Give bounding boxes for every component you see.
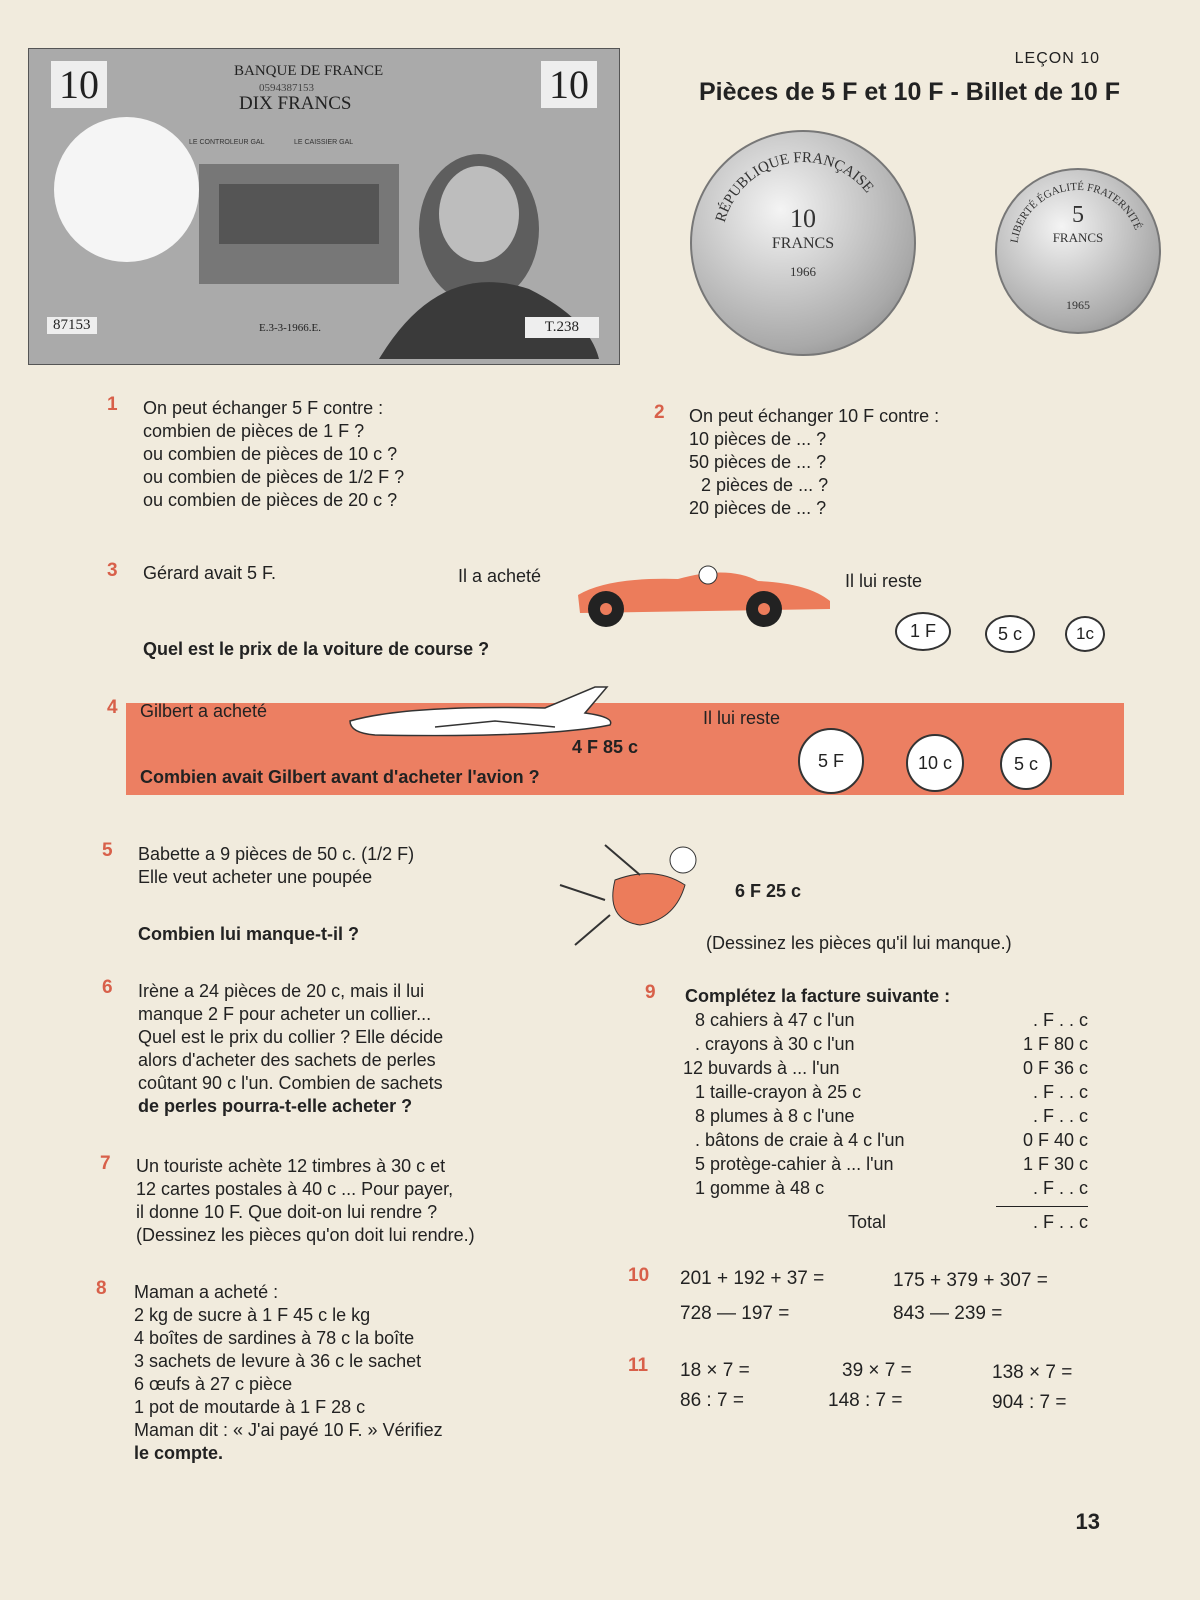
exercise-1-line: ou combien de pièces de 10 c ? — [143, 444, 398, 464]
invoice-label: 8 plumes à 8 c l'une — [695, 1106, 855, 1126]
coin-5-centimes: 5 c — [1000, 738, 1052, 790]
exercise-3-remains: Il lui reste — [845, 571, 923, 591]
operation: 138 × 7 = — [992, 1362, 1073, 1383]
banknote-date: E.3-3-1966.E. — [259, 322, 322, 334]
exercise-8-line: 6 œufs à 27 c pièce — [134, 1374, 293, 1394]
exercise-3-question: Quel est le prix de la voiture de course ? — [143, 639, 490, 659]
coin-10-centimes: 10 c — [906, 734, 964, 792]
banknote-sig2: LE CAISSIER GAL — [294, 139, 354, 146]
ten-franc-coin-value: 10 — [790, 204, 816, 233]
invoice-amount: . F . . c — [1032, 1106, 1088, 1126]
exercise-5-question: Combien lui manque-t-il ? — [138, 924, 359, 944]
exercise-1-line: combien de pièces de 1 F ? — [143, 421, 365, 441]
banknote-serial-bottom: 87153 — [47, 317, 97, 334]
invoice-label: . bâtons de craie à 4 c l'un — [695, 1130, 905, 1150]
exercise-8-line: 2 kg de sucre à 1 F 45 c le kg — [134, 1305, 371, 1325]
exercise-8-line: le compte. — [134, 1443, 224, 1463]
invoice-label: . crayons à 30 c l'un — [695, 1034, 855, 1054]
coin-5-francs: 5 F — [798, 728, 864, 794]
exercise-9-title: Complétez la facture suivante : — [685, 986, 951, 1006]
exercise-2-line: 2 pièces de ... ? — [701, 475, 829, 495]
banknote-denomination: DIX FRANCS — [239, 93, 352, 114]
svg-text:RÉPUBLIQUE FRANÇAISE: RÉPUBLIQUE FRANÇAISE — [712, 149, 877, 225]
operation: 86 : 7 = — [680, 1390, 744, 1411]
invoice-amount: 0 F 40 c — [1022, 1130, 1088, 1150]
exercise-6-line: Quel est le prix du collier ? Elle décide — [138, 1027, 444, 1047]
exercise-4-price: 4 F 85 c — [572, 737, 639, 757]
operation: 201 + 192 + 37 = — [680, 1268, 825, 1289]
exercise-8-line: 4 boîtes de sardines à 78 c la boîte — [134, 1328, 415, 1348]
banknote-bank: BANQUE DE FRANCE — [234, 63, 384, 79]
exercise-4-number: 4 — [107, 697, 118, 718]
banknote-image — [28, 48, 620, 365]
svg-text:LIBERTÉ ÉGALITÉ FRATERNITÉ: LIBERTÉ ÉGALITÉ FRATERNITÉ — [1008, 180, 1144, 244]
race-car-illustration — [568, 565, 838, 631]
exercise-2-line: 20 pièces de ... ? — [689, 498, 827, 518]
page-number: 13 — [1075, 1509, 1100, 1534]
exercise-6-line: manque 2 F pour acheter un collier... — [138, 1004, 432, 1024]
five-franc-coin-unit: FRANCS — [1052, 230, 1104, 245]
invoice-label: 12 buvards à ... l'un — [683, 1058, 840, 1078]
exercise-6-line: coûtant 90 c l'un. Combien de sachets — [138, 1073, 443, 1093]
five-franc-coin-year: 1965 — [1066, 298, 1090, 312]
invoice-amount: . F . . c — [1032, 1178, 1088, 1198]
exercise-3-number: 3 — [107, 560, 118, 581]
doll-illustration — [545, 840, 715, 955]
exercise-6 — [138, 980, 560, 1118]
exercise-2 — [689, 405, 939, 520]
exercise-1-line: On peut échanger 5 F contre : — [143, 398, 384, 418]
exercise-7-line: Un touriste achète 12 timbres à 30 c et — [136, 1156, 446, 1176]
five-franc-coin — [995, 168, 1161, 334]
exercise-8-line: Maman dit : « J'ai payé 10 F. » Vérifiez — [134, 1420, 443, 1440]
five-franc-coin-value: 5 — [1072, 202, 1084, 228]
exercise-9-number: 9 — [645, 982, 656, 1003]
exercise-7-line: 12 cartes postales à 40 c ... Pour payer, — [136, 1179, 454, 1199]
exercise-3-bought: Il a acheté — [458, 566, 542, 586]
invoice-amount: . F . . c — [1032, 1010, 1088, 1030]
exercise-3-intro: Gérard avait 5 F. — [143, 563, 277, 583]
exercise-2-line: On peut échanger 10 F contre : — [689, 406, 940, 426]
invoice-total-amount: . F . . c — [1032, 1212, 1088, 1232]
exercise-5-line: Elle veut acheter une poupée — [138, 867, 373, 887]
exercise-2-line: 10 pièces de ... ? — [689, 429, 827, 449]
operation: 18 × 7 = — [680, 1360, 750, 1381]
exercise-7-line: (Dessinez les pièces qu'on doit lui rendre.) — [136, 1225, 475, 1245]
banknote-code: T.238 — [525, 317, 599, 338]
invoice-label: 5 protège-cahier à ... l'un — [695, 1154, 894, 1174]
exercise-1-number: 1 — [107, 394, 118, 415]
banknote-sig1: LE CONTROLEUR GAL — [189, 139, 265, 146]
exercise-5 — [138, 843, 414, 889]
invoice-label: 1 taille-crayon à 25 c — [695, 1082, 862, 1102]
lesson-label: LEÇON 10 — [1014, 50, 1100, 67]
coin-1-franc: 1 F — [895, 612, 951, 651]
exercise-4-intro: Gilbert a acheté — [140, 701, 268, 721]
operation: 843 — 239 = — [893, 1303, 1003, 1324]
invoice-label: 8 cahiers à 47 c l'un — [695, 1010, 855, 1030]
invoice-amount: . F . . c — [1032, 1082, 1088, 1102]
exercise-4-remains: Il lui reste — [703, 708, 781, 728]
exercise-8-line: 1 pot de moutarde à 1 F 28 c — [134, 1397, 366, 1417]
exercise-11-number: 11 — [628, 1355, 649, 1376]
exercise-6-line: alors d'acheter des sachets de perles — [138, 1050, 436, 1070]
operation: 175 + 379 + 307 = — [893, 1270, 1048, 1291]
coin-1-centime: 1c — [1065, 616, 1105, 652]
exercise-5-note: (Dessinez les pièces qu'il lui manque.) — [706, 933, 1012, 953]
exercise-2-line: 50 pièces de ... ? — [689, 452, 827, 472]
operation: 39 × 7 = — [842, 1360, 912, 1381]
banknote-serial-top: 0594387153 — [259, 82, 314, 94]
exercise-8-number: 8 — [96, 1278, 107, 1299]
exercise-5-line: Babette a 9 pièces de 50 c. (1/2 F) — [138, 844, 415, 864]
exercise-1 — [143, 397, 404, 512]
exercise-8 — [134, 1281, 443, 1465]
operation: 148 : 7 = — [828, 1390, 903, 1411]
banknote-value-left: 10 — [51, 61, 107, 108]
exercise-1-line: ou combien de pièces de 20 c ? — [143, 490, 398, 510]
exercise-7-number: 7 — [100, 1153, 111, 1174]
invoice-total-label: Total — [848, 1212, 887, 1232]
exercise-6-line: Irène a 24 pièces de 20 c, mais il lui — [138, 981, 425, 1001]
ten-franc-coin-year: 1966 — [790, 264, 816, 279]
invoice-amount: 1 F 30 c — [1022, 1154, 1088, 1174]
exercise-8-line: Maman a acheté : — [134, 1282, 279, 1302]
coin-5-centimes: 5 c — [985, 615, 1035, 653]
exercise-2-number: 2 — [654, 402, 665, 423]
exercise-5-price: 6 F 25 c — [735, 881, 802, 901]
operation: 728 — 197 = — [680, 1303, 790, 1324]
ten-franc-coin-unit: FRANCS — [771, 235, 835, 252]
exercise-1-line: ou combien de pièces de 1/2 F ? — [143, 467, 405, 487]
invoice-amount: 1 F 80 c — [1022, 1034, 1088, 1054]
exercise-6-line: de perles pourra-t-elle acheter ? — [138, 1096, 413, 1116]
ten-franc-coin — [690, 130, 916, 356]
exercise-8-line: 3 sachets de levure à 36 c le sachet — [134, 1351, 422, 1371]
banknote-value-right: 10 — [541, 61, 597, 108]
airplane-illustration — [345, 683, 635, 743]
invoice-label: 1 gomme à 48 c — [695, 1178, 825, 1198]
total-divider — [996, 1206, 1088, 1207]
exercise-10-number: 10 — [628, 1265, 650, 1286]
page-title: Pièces de 5 F et 10 F - Billet de 10 F — [699, 78, 1120, 106]
operation: 904 : 7 = — [992, 1392, 1067, 1413]
watermark-circle — [54, 117, 199, 262]
exercise-6-number: 6 — [102, 977, 113, 998]
exercise-5-number: 5 — [102, 840, 113, 861]
invoice-amount: 0 F 36 c — [1022, 1058, 1088, 1078]
exercise-4-question: Combien avait Gilbert avant d'acheter l'avion ? — [140, 767, 540, 787]
exercise-7 — [136, 1155, 475, 1247]
exercise-7-line: il donne 10 F. Que doit-on lui rendre ? — [136, 1202, 438, 1222]
